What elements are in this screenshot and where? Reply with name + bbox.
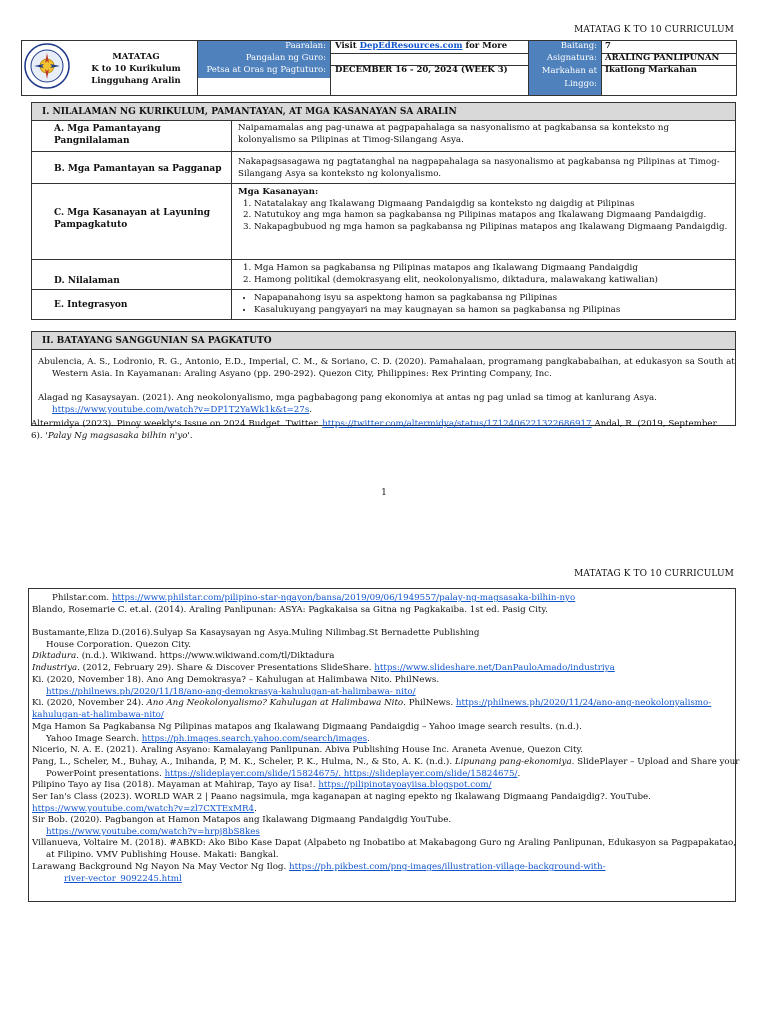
- ref-bustamante: Bustamante,Eliza D.(2016).Sulyap Sa Kasaysayan ng Asya.Muling Nilimbag.St Bernadette Publishing House Corporation. Quezon City.: [32, 628, 480, 650]
- ref-tail: .: [254, 803, 257, 814]
- brand-line2: K to 10 Kurikulum: [91, 64, 181, 74]
- ref-italic: Ano Ang Neokolonyalismo? Kahulugan at Halimbawa Nito: [146, 698, 404, 708]
- paaralan-suffix: for More: [462, 41, 508, 51]
- kasanayan-item: 3. Nakapagbubuod ng mga hamon sa pagkabansa ng Pilipinas matapos ang Ikalawang Digmaang Pandaigdig.: [254, 222, 729, 234]
- ref-text: Altermidya (2023). Pinoy weekly's Issue on 2024 Budget. Twitter.: [31, 419, 323, 429]
- row-pamantayan-pagganap: [32, 152, 735, 184]
- asignatura-label: Asignatura:: [528, 53, 601, 65]
- ref-text: . (2012, February 29). Share & Discover Presentations SlideShare.: [77, 663, 375, 673]
- ref-link[interactable]: https://www.youtube.com/watch?v=DP1T2YaWk1k&t=27s: [52, 404, 310, 415]
- ref-link[interactable]: https://pilipinotayoayiisa.blogspot.com/: [318, 780, 492, 790]
- ref-text: Pang, L., Scheler, M., Buhay, A., Inihanda, P, M. K., Scheler, P. K., Hulma, N., & Sto, A. K. (n.d.).: [32, 757, 455, 767]
- curriculum-header: MATATAG K TO 10 CURRICULUM: [574, 25, 734, 35]
- ref-diktadura: [32, 651, 722, 663]
- row-a-text: Naipamamalas ang pag-unawa at pagpapahalaga sa nasyonalismo at pagkabansa sa konteksto ng kolonyalismo sa Pilipinas at Timog-Silangang Asya.: [238, 123, 670, 145]
- row-c-content: [232, 184, 735, 259]
- asignatura-value: ARALING PANLIPUNAN: [601, 53, 737, 65]
- ref-link[interactable]: https://philnews.ph/2020/11/18/ano-ang-demokrasya-kahulugan-at-halimbawa- nito/: [46, 686, 416, 697]
- row-integrasyon: [32, 290, 735, 319]
- ref-text: Pilipino Tayo ay Iisa (2018). Mayaman at Mahirap, Tayo ay Iisa!.: [32, 780, 319, 790]
- kasanayan-item: 2. Natutukoy ang mga hamon sa pagkabansa ng Pilipinas matapos ang Ikalawang Digmaang Pandaigdig.: [254, 210, 729, 222]
- baitang-label: Baitang:: [528, 41, 601, 53]
- ref-italic: Diktadura: [32, 651, 77, 661]
- brand-line1: MATATAG: [112, 52, 160, 62]
- brand-line3: Lingguhang Aralin: [91, 76, 181, 86]
- row-e-label: E. Integrasyon: [32, 290, 232, 319]
- ref-text: Philstar.com.: [52, 593, 112, 603]
- section-sanggunian: [31, 331, 736, 350]
- ref-tail: .: [367, 733, 370, 744]
- ref-blando: Blando, Rosemarie C. et.al. (2014). Araling Panlipunan: ASYA: Pagkakaisa sa Gitna ng Pagkakaiba. 1st ed. Pasig City.: [32, 605, 548, 615]
- row-a-label: A. Mga Pamantayang Pangnilalaman: [32, 121, 232, 151]
- ref-text: Larawang Background Ng Nayon Na May Vector Ng Ilog.: [32, 862, 290, 872]
- ref-ki-neokolonyalismo: [32, 698, 732, 721]
- ref-pang: [32, 757, 746, 780]
- ref-pilipino-tayo: [32, 780, 732, 792]
- guro-label: Pangalan ng Guro:: [198, 53, 330, 65]
- ref-tail-italic: 'Palay Ng magsasaka bilhin n'yo'.: [45, 430, 193, 441]
- ref-link[interactable]: https://ph.images.search.yahoo.com/search/images: [141, 733, 368, 744]
- ref-link[interactable]: https://www.philstar.com/pilipino-star-ngayon/bansa/2019/09/06/1949557/palay-ng-magsasaka-bilhin-nyo: [111, 593, 576, 603]
- ref-philstar: [52, 593, 732, 605]
- kasanayan-heading: Mga Kasanayan:: [238, 187, 319, 197]
- header-table: [21, 40, 737, 96]
- header-row-3: [198, 65, 737, 95]
- row-d-content: [232, 260, 735, 289]
- ref-link[interactable]: https://philnews.ph/2020/11/24/ano-ang-neokolonyalismo-kahulugan-at-halimbawa-nito/: [32, 698, 712, 720]
- kasanayan-list: [238, 199, 729, 234]
- ref-text: Alagad ng Kasaysayan. (2021). Ang neokolonyalismo, mga pagbabagong pang ekonomiya at antas ng pag unlad sa timog at kanlurang Asya.: [38, 393, 657, 403]
- paaralan-label: Paaralan:: [198, 41, 330, 53]
- ref-text: Mga Hamon Sa Pagkabansa Ng Pilipinas matapos ang Ikalawang Digmaang Pandaigdig – Yahoo image search results. (n.d.). Yahoo Image Search.: [32, 722, 582, 744]
- ref-yahoo: [32, 722, 606, 745]
- section1-title: I. NILALAMAN NG KURIKULUM, PAMANTAYAN, AT MGA KASANAYAN SA ARALIN: [32, 103, 735, 121]
- ref-abulencia: Abulencia, A. S., Lodronio, R. G., Antonio, E.D., Imperial, C. M., & Soriano, C. D. (2020). Pamahalaan, programang pangkababaihan, at edukasyon sa South at Western Asia. In Kayamanan: Araling Asyano (pp. 290-292). Quezon City, Philippines: Rex Printing Company, Inc.: [38, 357, 735, 379]
- brand-block: [76, 51, 196, 87]
- page-1: [0, 0, 768, 500]
- ref-link[interactable]: https://twitter.com/altermidya/status/1712406221322686917: [322, 419, 592, 429]
- paaralan-prefix: Visit: [335, 41, 360, 51]
- ref-text2: . SlidePlayer – Upload and Share your PowerPoint presentations.: [46, 757, 740, 779]
- integrasyon-item: • Napapanahong isyu sa aspektong hamon sa pagkabansa ng Pilipinas: [254, 293, 729, 305]
- header-grid: [197, 41, 737, 95]
- petsa-value: DECEMBER 16 - 20, 2024 (WEEK 3): [330, 65, 528, 95]
- ref-altermidya: [31, 419, 731, 442]
- ref-industriya: [32, 663, 732, 675]
- ref-text: Sir Bob. (2020). Pagbangon at Hamon Matapos ang Ikalawang Digmaang Pandaigdig YouTube.: [32, 815, 452, 825]
- ref-tail: Andal, R. (2019, September 6).: [31, 419, 717, 441]
- ref-link[interactable]: https://www.youtube.com/watch?v=hrpj8bS8kes: [46, 826, 260, 837]
- ref-text: Ki. (2020, November 24).: [32, 698, 147, 708]
- ref-link[interactable]: https://slideplayer.com/slide/15824675/. https://slideplayer.com/slide/15824675/: [164, 768, 518, 779]
- markahan-label: Markahan at Linggo:: [528, 65, 601, 95]
- ref-alagad: [38, 393, 742, 416]
- nilalaman-item: 2. Hamong politikal (demokrasyang elit, neokolonyalismo, diktadura, malawakang katiwalian): [254, 275, 729, 287]
- curriculum-header: MATATAG K TO 10 CURRICULUM: [574, 569, 734, 579]
- ref-villanueva: Villanueva, Voltaire M. (2018). #ABKD: Ako Bibo Kase Dapat (Alpabeto ng Inobatibo at Makabagong Guro ng Araling Panlipunan, Edukasyon sa Pagpapakatao, at Filipino. VMV Publishing House. Makati: Bangkal.: [32, 838, 736, 860]
- nilalaman-list: [238, 263, 729, 286]
- row-nilalaman: [32, 260, 735, 290]
- ref-italic: Lipunang pang-ekonomiya: [454, 757, 572, 767]
- ref-link[interactable]: https://www.slideshare.net/DanPauloAmado/industriya: [374, 663, 615, 673]
- row-kasanayan: [32, 184, 735, 260]
- section-curriculum: [31, 102, 736, 320]
- kasanayan-item: 1. Natatalakay ang Ikalawang Digmaang Pandaigdig sa konteksto ng daigdig at Pilipinas: [254, 199, 729, 211]
- baitang-value: 7: [601, 41, 737, 53]
- ref-nicerio: Nicerio, N. A. E. (2021). Araling Asyano: Kamalayang Panlipunan. Abiva Publishing House Inc. Araneta Avenue, Quezon City.: [32, 745, 584, 755]
- ref-text: . (n.d.). Wikiwand. https://www.wikiwand.com/tl/Diktadura: [76, 651, 335, 661]
- ref-text: Ser Ian's Class (2023). WORLD WAR 2 | Paano nagsimula, mga kaganapan at naging epekto ng Ikalawang Digmaang Pandaigdig?. YouTube.: [32, 792, 651, 802]
- paaralan-value: [330, 41, 528, 53]
- integrasyon-list: [238, 293, 729, 316]
- row-e-content: [232, 290, 735, 319]
- ref-ki-demokrasya: [32, 675, 566, 698]
- section2-title: II. BATAYANG SANGGUNIAN SA PAGKATUTO: [32, 332, 735, 349]
- depedresources-link[interactable]: DepEdResources.com: [359, 41, 463, 51]
- row-c-label: C. Mga Kasanayan at Layuning Pampagkatuto: [32, 184, 232, 259]
- row-b-text: Nakapagsasagawa ng pagtatanghal na nagpapahalaga sa nasyonalismo at pagkabansa ng Pilipinas at Timog-Silangang Asya sa konteksto ng kolonyalismo.: [238, 157, 720, 179]
- ref-link[interactable]: https://ph.pikbest.com/png-images/illustration-village-background-with-river-vector_9092245.html: [64, 862, 606, 884]
- row-d-label: D. Nilalaman: [32, 260, 232, 289]
- ref-text: Ki. (2020, November 18). Ano Ang Demokrasya? – Kahulugan at Halimbawa Nito. PhilNews.: [32, 675, 440, 685]
- ref-larawang: [32, 862, 624, 885]
- petsa-label: Petsa at Oras ng Pagtuturo:: [198, 65, 330, 78]
- ref-ser-ian: [32, 792, 727, 815]
- ref-period: .: [309, 404, 313, 415]
- page-number: 1: [381, 488, 387, 498]
- markahan-value: Ikatlong Markahan: [601, 65, 737, 95]
- ref-link[interactable]: https://www.youtube.com/watch?v=zl7CXTExMR4: [32, 803, 255, 814]
- deped-seal-icon: [24, 43, 70, 89]
- ref-tail: .: [517, 768, 521, 779]
- ref-sir-bob: [32, 815, 486, 838]
- row-b-label: B. Mga Pamantayan sa Pagganap: [32, 152, 232, 183]
- ref-text2: . PhilNews.: [403, 698, 456, 708]
- ref-italic: Industriya: [32, 663, 78, 673]
- guro-value: [330, 53, 528, 65]
- integrasyon-item: • Kasalukuyang pangyayari na may kaugnayan sa hamon sa pagkabansa ng Pilipinas: [254, 305, 729, 317]
- nilalaman-item: 1. Mga Hamon sa pagkabansa ng Pilipinas matapos ang Ikalawang Digmaang Pandaigdig: [254, 263, 729, 275]
- row-pamantayang-pangnilalaman: [32, 121, 735, 152]
